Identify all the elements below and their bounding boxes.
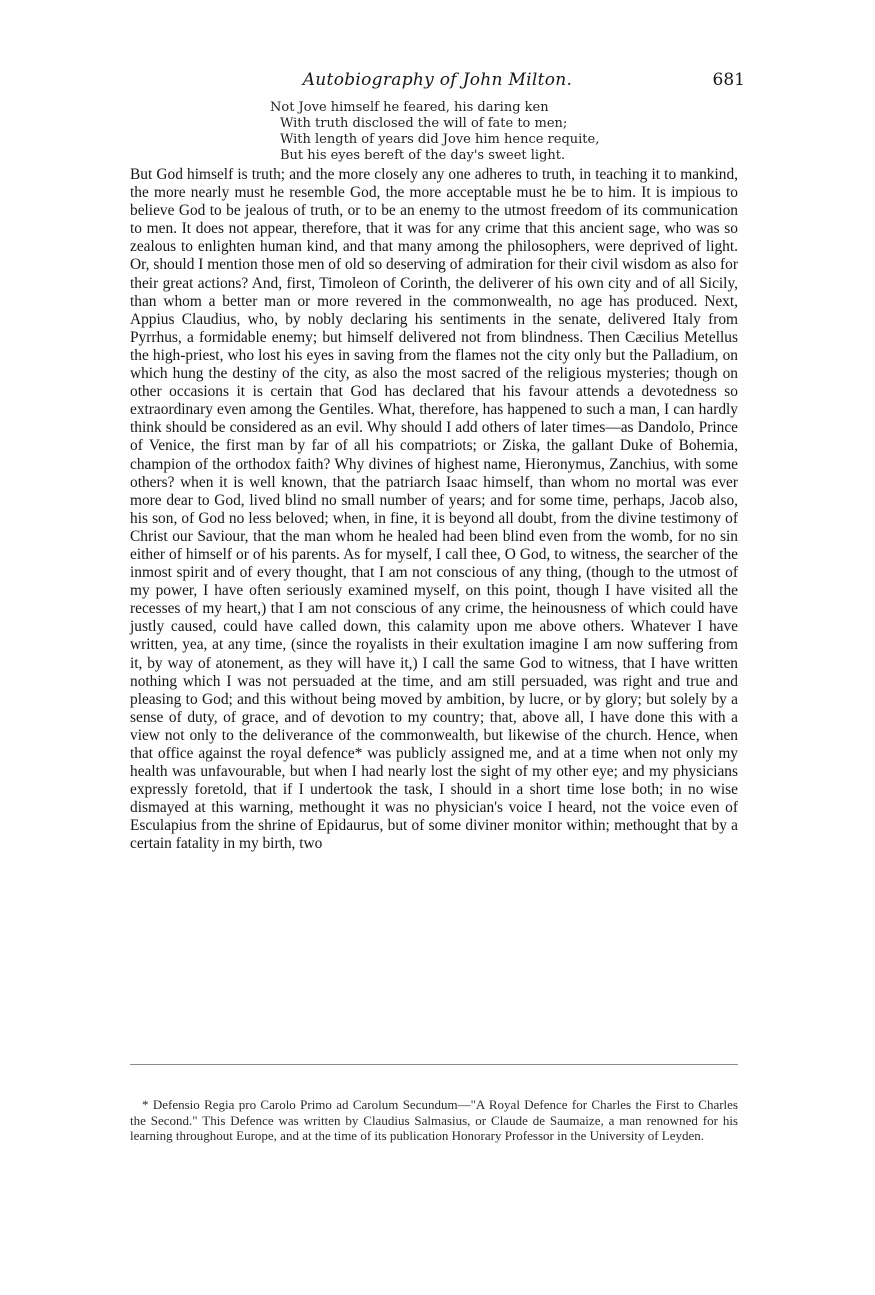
verse-line: Not Jove himself he feared, his daring ken (270, 100, 549, 115)
running-title: Autobiography of John Milton. (302, 70, 573, 90)
footnote-divider (130, 1064, 738, 1065)
verse-line: With truth disclosed the will of fate to men; (280, 116, 568, 131)
main-paragraph: But God himself is truth; and the more closely any one adheres to truth, in teaching it to mankind, the more nearly must he resemble God, the more acceptable must he be to him. It is impious to believe God to be jealous of truth, or to be an enemy to the utmost freedom of its communication to men. It does not appear, therefore, that it was for any crime that this ancient sage, who was so zealous to enlighten human kind, and that many among the philosophers, were deprived of light. Or, should I mention those men of old so deserving of admiration for their civil wisdom as also for their great actions? And, first, Timoleon of Corinth, the deliverer of his own city and of all Sicily, than whom a better man or more revered in the commonwealth, no age has produced. Next, Appius Claudius, who, by nobly declaring his sentiments in the senate, delivered Italy from Pyrrhus, a formidable enemy; but himself delivered not from blindness. Then Cæcilius Metellus the high-priest, who lost his eyes in saving from the flames not the city only but the Palladium, on which hung the destiny of the city, as also the most sacred of the religious mysteries; though on other occasions it is certain that God has declared that his favour attends a devotedness so extraordinary even among the Gentiles. What, therefore, has happened to such a man, I can hardly think should be considered as an evil. Why should I add others of later times—as Dandolo, Prince of Venice, the first man by far of all his compatriots; or Ziska, the gallant Duke of Bohemia, champion of the orthodox faith? Why divines of highest name, Hieronymus, Zanchius, with some others? when it is well known, that the patriarch Isaac himself, than whom no mortal was ever more dear to God, lived blind no small number of years; and for some time, perhaps, Jacob also, his son, of God no less beloved; when, in fine, it is beyond all doubt, from the divine testimony of Christ our Saviour, that the man whom he healed had been blind even from the womb, for no sin either of himself or of his parents. As for myself, I call thee, O God, to witness, the searcher of the inmost spirit and of every thought, that I am not conscious of any thing, (though to the utmost of my power, I have often seriously examined myself, on this point, though I have visited all the recesses of my heart,) that I am not conscious of any crime, the heinousness of which could have justly caused, could have called down, this calamity upon me above others. Whatever I have written, yea, at any time, (since the royalists in their exultation imagine I am now suffering from it, by way of atonement, as they will have it,) I call the same God to witness, that I have written nothing which I was not persuaded at the time, and am still persuaded, was right and true and pleasing to God; and this without being moved by ambition, by lucre, or by glory; but solely by a sense of duty, of grace, and of devotion to my country; that, above all, I have done this with a view not only to the deliverance of the commonwealth, but likewise of the church. Hence, when that office against the royal defence* was publicly assigned me, and at a time when not only my health was unfavourable, but when I had nearly lost the sight of my other eye; and my physicians expressly foretold, that if I undertook the task, I should in a short time lose both; in no wise dismayed at this warning, methought it was no physician's voice I heard, not the voice even of Esculapius from the shrine of Epidaurus, but of some diviner monitor within; methought that by a certain fatality in my birth, two (130, 166, 738, 853)
verse-line: But his eyes bereft of the day's sweet light. (280, 148, 566, 163)
footnote (130, 1097, 738, 1144)
footnote-text: * Defensio Regia pro Carolo Primo ad Carolum Secundum—"A Royal Defence for Charles the First to Charles the Second." This Defence was written by Claudius Salmasius, or Claude de Saumaize, a man renowned for his learning throughout Europe, and at the time of its publication Honorary Professor in the University of Leyden. (130, 1097, 738, 1144)
verse-quotation (270, 100, 670, 164)
main-text (130, 166, 738, 854)
verse-line: With length of years did Jove him hence requite, (280, 132, 600, 147)
page-number: 681 (712, 70, 745, 90)
running-head (0, 70, 875, 94)
